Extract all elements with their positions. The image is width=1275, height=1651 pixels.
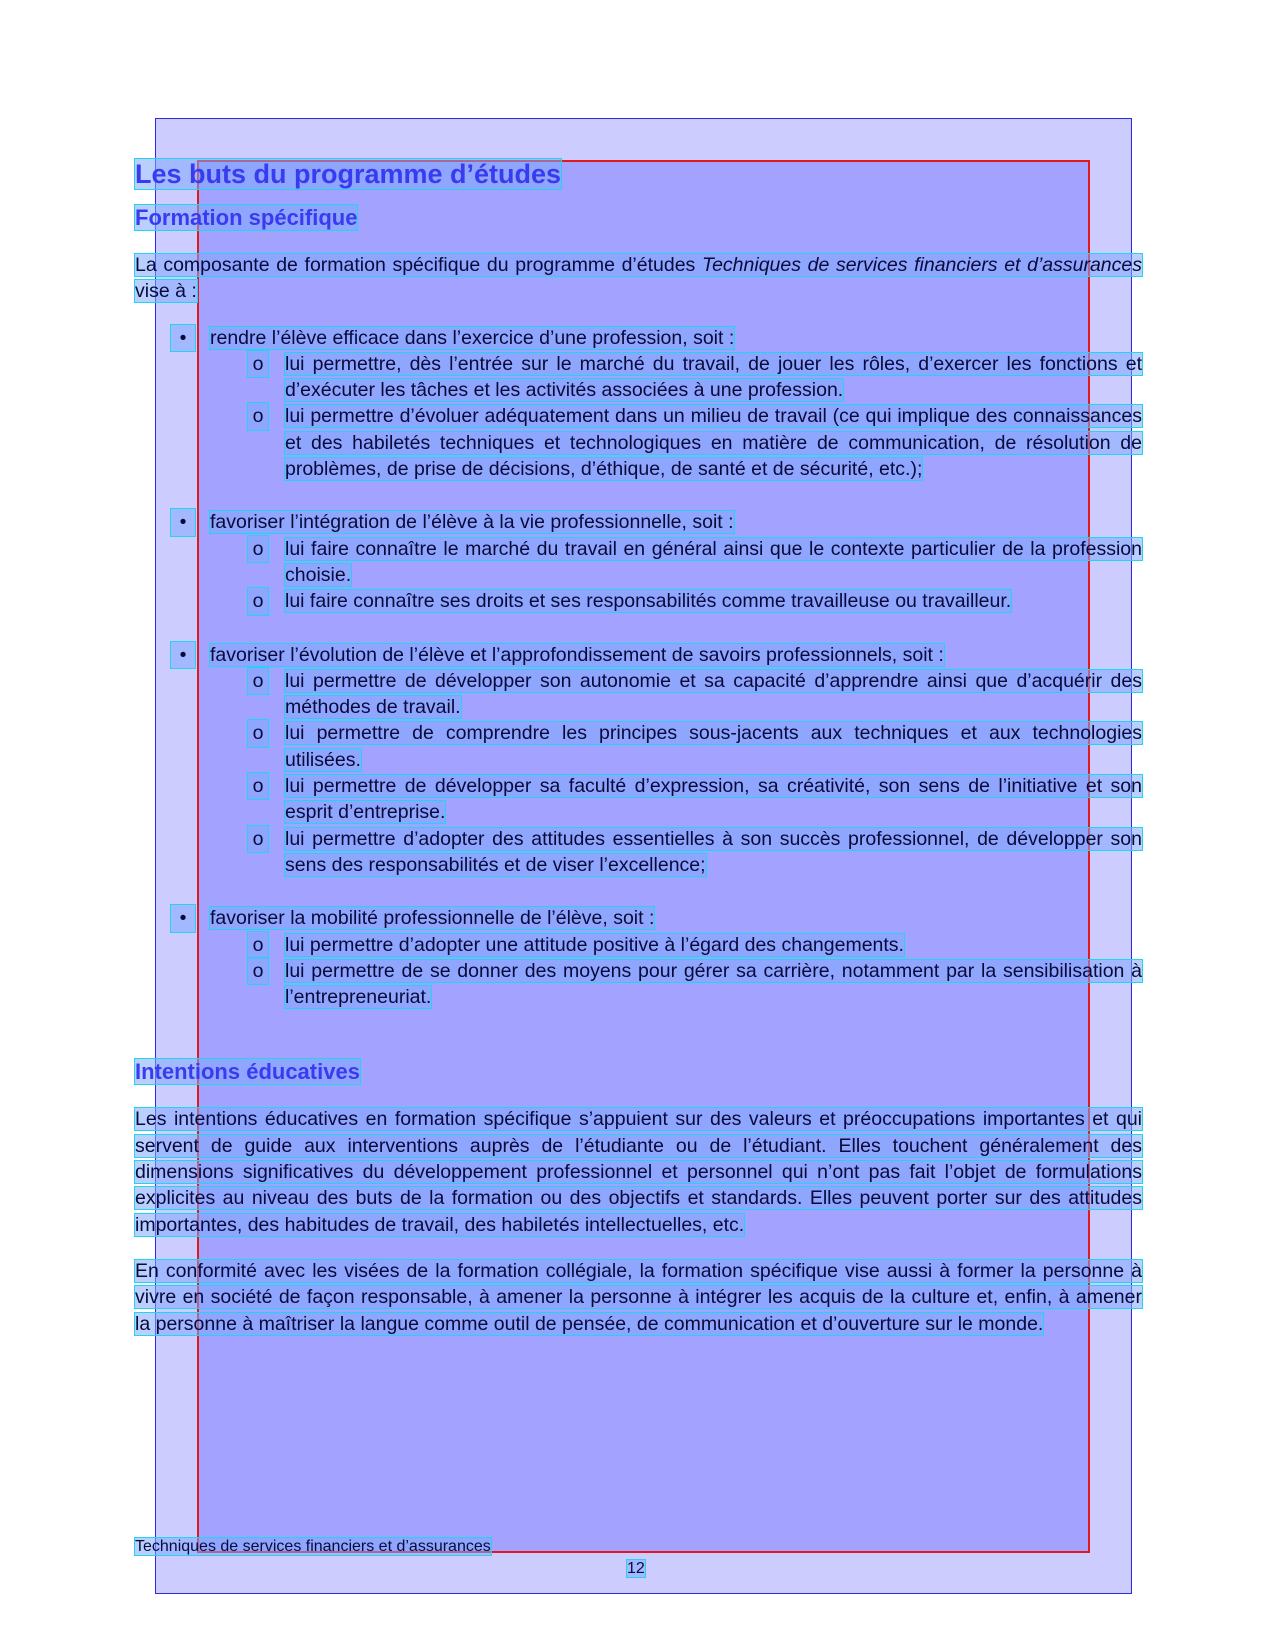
sub-goal-item [135, 351, 1142, 404]
sub-bullet-icon: o [248, 773, 268, 799]
sub-goal-item [135, 773, 1142, 826]
goals-list [135, 325, 1142, 1011]
sub-goals-list [210, 668, 1142, 878]
sub-bullet-icon: o [248, 720, 268, 746]
goal-item [135, 509, 1142, 614]
intentions-paragraph-2: En conformité avec les visées de la formation collégiale, la formation spécifique vise aussi à former la personne à vivre en société de façon responsable, à amener la personne à intégrer les acquis de la culture et, enfin, à amener la personne à maîtriser la langue comme outil de pensée, de communication et d’ouverture sur le monde. [135, 1259, 1142, 1335]
sub-goals-list [210, 932, 1142, 1011]
program-title-italic: Techniques de services financiers et d’assurances [701, 254, 1142, 276]
sub-bullet-icon: o [248, 958, 268, 984]
sub-goal-text: lui faire connaître le marché du travail en général ainsi que le contexte particulier de la profession choisie. [285, 537, 1142, 586]
bullet-icon: • [171, 509, 195, 535]
goal-item [135, 905, 1142, 1010]
intentions-paragraph-1: Les intentions éducatives en formation spécifique s’appuient sur des valeurs et préoccupations importantes et qui servent de guide aux interventions auprès de l’étudiante ou de l’étudiant. Elles touchent généralement des dimensions significatives du développement professionnel et personnel qui n’ont pas fait l’objet de formulations explicites au niveau des buts de la formation ou des objectifs et standards. Elles peuvent porter sur des attitudes importantes, des habitudes de travail, des habiletés intellectuelles, etc. [135, 1108, 1142, 1236]
sub-bullet-icon: o [248, 351, 268, 377]
sub-bullet-icon: o [248, 403, 268, 429]
sub-goal-text: lui permettre d’adopter des attitudes essentielles à son succès professionnel, de développer son sens des responsabilités et de viser l’excellence; [285, 827, 1142, 876]
bullet-icon: • [171, 325, 195, 351]
sub-goal-item [135, 668, 1142, 721]
sub-goal-item [135, 536, 1142, 589]
sub-goal-item [135, 720, 1142, 773]
sub-goal-text: lui permettre de se donner des moyens pour gérer sa carrière, notamment par la sensibilisation à l’entrepreneuriat. [285, 959, 1142, 1009]
sub-goal-item [135, 958, 1142, 1011]
goal-text: rendre l’élève efficace dans l’exercice d’une profession, soit : [210, 326, 735, 349]
goal-item [135, 642, 1142, 879]
goal-text: favoriser l’intégration de l’élève à la vie professionnelle, soit : [210, 511, 734, 534]
goal-text: favoriser l’évolution de l’élève et l’approfondissement de savoirs professionnels, soit : [210, 643, 944, 666]
section-title-intentions: Intentions éducatives [135, 1059, 360, 1085]
sub-goal-text: lui permettre, dès l’entrée sur le marché du travail, de jouer les rôles, d’exercer les fonctions et d’exécuter les tâches et les activités associées à une profession. [285, 352, 1142, 402]
bullet-icon: • [171, 642, 195, 668]
page-number: 12 [627, 1560, 645, 1577]
sub-goal-item [135, 932, 1142, 958]
sub-goal-text: lui permettre de développer son autonomie et sa capacité d’apprendre ainsi que d’acquérir des méthodes de travail. [285, 669, 1142, 719]
sub-bullet-icon: o [248, 588, 268, 614]
footer-program-title: Techniques de services financiers et d’assurances [135, 1538, 491, 1555]
sub-goal-text: lui faire connaître ses droits et ses responsabilités comme travailleuse ou travailleur. [285, 590, 1012, 613]
goal-text: favoriser la mobilité professionnelle de l’élève, soit : [210, 907, 655, 930]
page-heading: Les buts du programme d’études [135, 159, 562, 189]
sub-goals-list [210, 351, 1142, 482]
sub-goal-text: lui permettre de développer sa faculté d’expression, sa créativité, son sens de l’initiative et son esprit d’entreprise. [285, 775, 1142, 824]
sub-bullet-icon: o [248, 932, 268, 958]
sub-goals-list [210, 536, 1142, 615]
sub-bullet-icon: o [248, 668, 268, 694]
page-content [135, 158, 1142, 1337]
sub-goal-text: lui permettre d’évoluer adéquatement dans un milieu de travail (ce qui implique des connaissances et des habiletés techniques et technologiques en matière de communication, de résolution de problèmes, de prise de décisions, d’éthique, de santé et de sécurité, etc.); [285, 405, 1142, 481]
intro-paragraph: La composante de formation spécifique du programme d’études Techniques de services financiers et d’assurances vise à : [135, 254, 1142, 303]
sub-goal-item [135, 403, 1142, 482]
sub-bullet-icon: o [248, 536, 268, 562]
sub-bullet-icon: o [248, 826, 268, 852]
section-title-formation-specifique: Formation spécifique [135, 205, 358, 230]
goal-item [135, 325, 1142, 483]
sub-goal-item [135, 588, 1142, 614]
sub-goal-text: lui permettre de comprendre les principes sous-jacents aux techniques et aux technologies utilisées. [285, 722, 1142, 771]
sub-goal-text: lui permettre d’adopter une attitude positive à l’égard des changements. [285, 933, 904, 956]
sub-goal-item [135, 826, 1142, 879]
bullet-icon: • [171, 905, 195, 931]
